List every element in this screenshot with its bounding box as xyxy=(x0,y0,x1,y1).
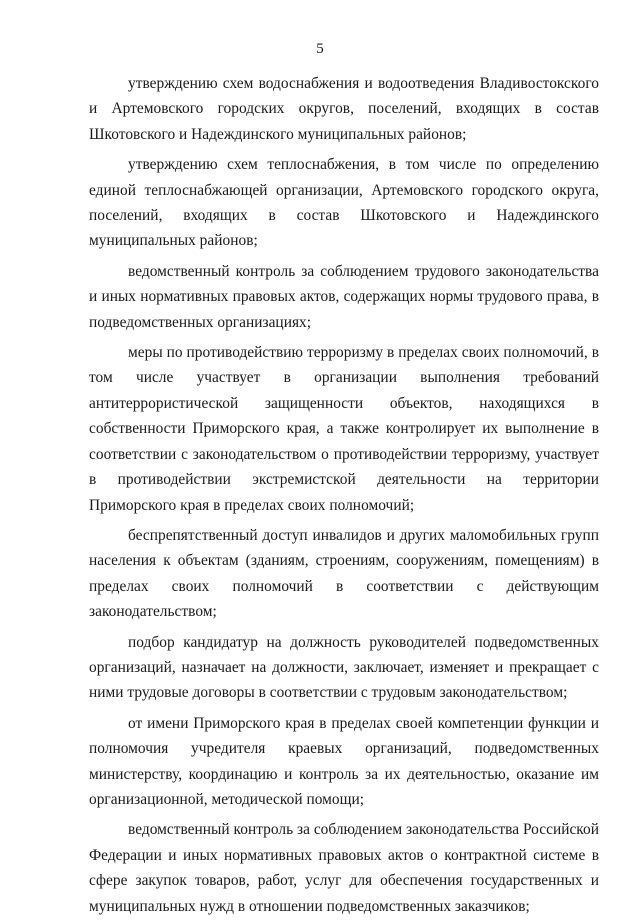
paragraph-anti-terrorism: меры по противодействию терроризму в пределах своих полномочий, в том числе участвует в организации выполнения требований антитеррористической защищенности объектов, находящихся в собственности Приморского края, а также контролирует их выполнение в соответствии с законодательством о противодействии терроризму, участвует в противодействии экстремистской деятельности на территории Приморского края в пределах своих полномочий; xyxy=(89,344,599,514)
paragraph-heat-supply-schemes: утверждению схем теплоснабжения, в том числе по определению единой теплоснабжающей организации, Артемовского городского округа, поселений, входящих в состав Шкотовского и Надеждинского муниципальных районов; xyxy=(89,156,599,250)
paragraph-accessibility: беспрепятственный доступ инвалидов и других маломобильных групп населения к объектам (зданиям, строениям, сооружениям, помещениям) в пределах своих полномочий в соответствии с действующим законодательством; xyxy=(89,526,599,621)
paragraph-procurement-control: ведомственный контроль за соблюдением законодательства Российской Федерации и иных нормативных правовых актов о контрактной системе в сфере закупок товаров, работ, услуг для обеспечения государственных и муниципальных нужд в отношении подведомственных заказчиков; xyxy=(89,821,599,915)
paragraph-water-supply-schemes: утверждению схем водоснабжения и водоотведения Владивостокского и Артемовского городских округов, поселений, входящих в состав Шкотовского и Надеждинского муниципальных районов; xyxy=(89,75,599,143)
paragraph-labor-law-control: ведомственный контроль за соблюдением трудового законодательства и иных нормативных правовых актов, содержащих нормы трудового права, в подведомственных организациях; xyxy=(89,262,599,331)
paragraph-founder-functions: от имени Приморского края в пределах своей компетенции функции и полномочия учредителя краевых организаций, подведомственных министерству, координацию и контроль за их деятельностью, оказание им организационной, методической помощи; xyxy=(89,714,599,808)
page-number: 5 xyxy=(316,41,324,57)
paragraph-personnel-selection: подбор кандидатур на должность руководителей подведомственных организаций, назначает на должности, заключает, изменяет и прекращает с ними трудовые договоры в соответствии с трудовым законодательством; xyxy=(89,633,599,702)
document-body xyxy=(89,71,599,924)
